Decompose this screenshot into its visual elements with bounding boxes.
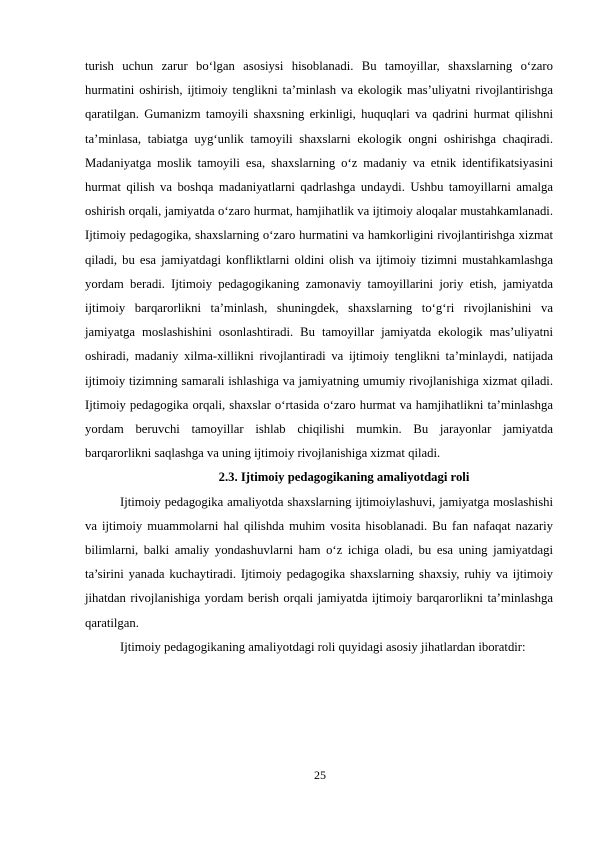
paragraph-list-lead: Ijtimoiy pedagogikaning amaliyotdagi roli quyidagi asosiy jihatlardan iboratdir: xyxy=(120,639,526,654)
paragraph-intro: Ijtimoiy pedagogika amaliyotda shaxslarning ijtimoiylashuvi, jamiyatga moslashishi va ijtimoiy muammolarni hal qilishda muhim vosita hisoblanadi. Bu fan nafaqat nazariy bilimlarni, balki amaliy yondashuvlarni ham o‘z ichiga oladi, bu esa uning jamiyatdagi ta’sirini yanada kuchaytiradi. Ijtimoiy pedagogika shaxslarning shaxsiy, ruhiy va ijtimoiy jihatdan rivojlanishiga yordam berish orqali jamiyatda ijtimoiy barqarorlikni ta’minlashga qaratilgan. xyxy=(85,494,553,630)
page-number: 25 xyxy=(314,768,326,782)
section-heading: 2.3. Ijtimoiy pedagogikaning amaliyotdagi roli xyxy=(218,470,470,485)
page-body xyxy=(85,54,553,659)
paragraph-continuation: turish uchun zarur bo‘lgan asosiysi hisoblanadi. Bu tamoyillar, shaxslarning o‘zaro hurmatini oshirish, ijtimoiy tenglikni ta’minlash va ekologik mas’uliyatni rivojlantirishga qaratilgan. Gumanizm tamoyili shaxsning erkinligi, huquqlari va qadrini hurmat qilishni ta’minlasa, tabiatga uyg‘unlik tamoyili shaxslarni ekologik ongni oshirishga chaqiradi. Madaniyatga moslik tamoyili esa, shaxslarning o‘z madaniy va etnik identifikatsiyasini hurmat qilish va boshqa madaniyatlarni qadrlashga undaydi. Ushbu tamoyillarni amalga oshirish orqali, jamiyatda o‘zaro hurmat, hamjihatlik va ijtimoiy aloqalar mustahkamlanadi. Ijtimoiy pedagogika, shaxslarning o‘zaro hurmatini va hamkorligini rivojlantirishga xizmat qiladi, bu esa jamiyatdagi konfliktlarni oldini olish va ijtimoiy tizimni mustahkamlashga yordam beradi. Ijtimoiy pedagogikaning zamonaviy tamoyillarini joriy etish, jamiyatda ijtimoiy barqarorlikni ta’minlash, shuningdek, shaxslarning to‘g‘ri rivojlanishini va jamiyatga moslashishini osonlashtiradi. Bu tamoyillar jamiyatda ekologik mas’uliyatni oshiradi, madaniy xilma-xillikni rivojlantiradi va ijtimoiy tenglikni ta’minlaydi, natijada ijtimoiy tizimning samarali ishlashiga va jamiyatning umumiy rivojlanishiga xizmat qiladi. Ijtimoiy pedagogika orqali, shaxslar o‘rtasida o‘zaro hurmat va hamjihatlikni ta’minlashga yordam beruvchi tamoyillar ishlab chiqilishi mumkin. Bu jarayonlar jamiyatda barqarorlikni saqlashga va uning ijtimoiy rivojlanishiga xizmat qiladi. xyxy=(85,59,553,461)
